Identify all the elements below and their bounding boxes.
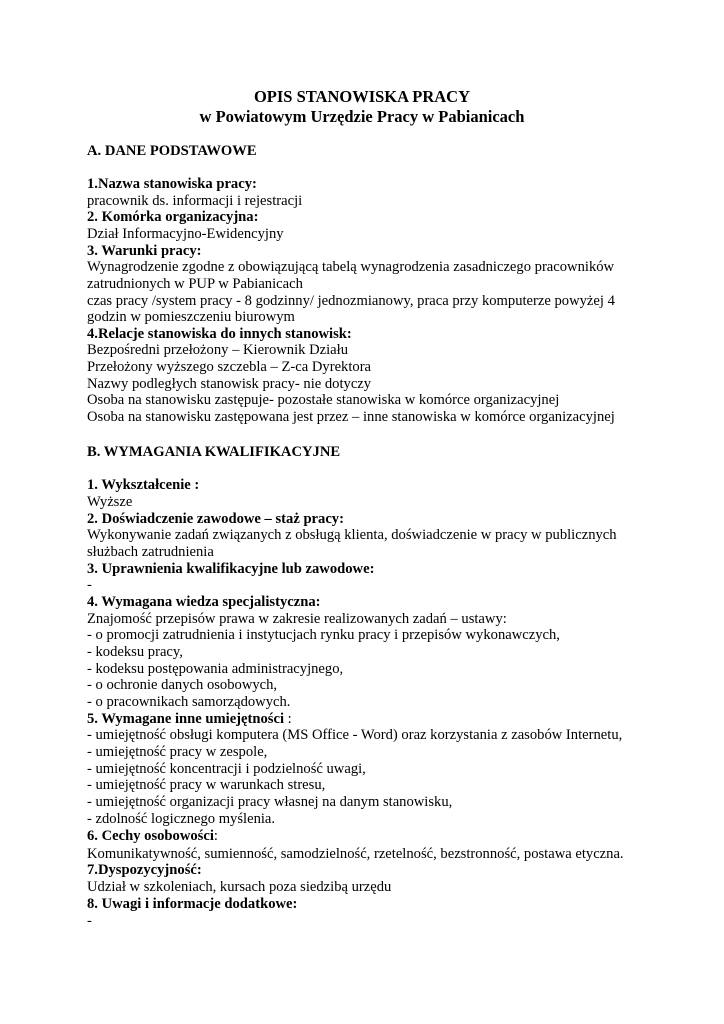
b6-label-row [87,828,218,845]
document-subtitle: w Powiatowym Urzędzie Pracy w Pabianicach [199,107,525,126]
b5-label-row [87,711,292,728]
a4-line: Nazwy podległych stanowisk pracy- nie dotyczy [87,376,372,392]
b5-colon: : [284,711,292,727]
a3-label: 3. Warunki pracy: [87,243,202,259]
b4-line: - o ochronie danych osobowych, [87,677,278,693]
b2-line: Wykonywanie zadań związanych z obsługą klienta, doświadczenie w pracy w publicznych [87,527,617,543]
a4-line: Bezpośredni przełożony – Kierownik Działu [87,342,348,358]
b6-colon: : [213,828,218,844]
document-title: OPIS STANOWISKA PRACY [253,87,471,106]
a4-line: Osoba na stanowisku zastępowana jest przez – inne stanowiska w komórce organizacyjnej [87,409,615,425]
b5-line: - umiejętność pracy w zespole, [87,744,268,760]
b6-value: Komunikatywność, sumienność, samodzielność, rzetelność, bezstronność, postawa etyczna. [87,846,624,862]
b5-line: - umiejętność obsługi komputera (MS Office - Word) oraz korzystania z zasobów Internetu, [87,727,623,743]
b5-line: - umiejętność pracy w warunkach stresu, [87,777,326,793]
b8-label: 8. Uwagi i informacje dodatkowe: [87,896,298,912]
a4-label: 4.Relacje stanowiska do innych stanowisk: [87,326,352,342]
a3-line: godzin w pomieszczeniu biurowym [87,309,295,325]
b2-label: 2. Doświadczenie zawodowe – staż pracy: [87,511,344,527]
b1-value: Wyższe [87,494,133,510]
b4-line: - o promocji zatrudnienia i instytucjach rynku pracy i przepisów wykonawczych, [87,627,560,643]
b3-label: 3. Uprawnienia kwalifikacyjne lub zawodowe: [87,561,375,577]
b8-value: - [87,913,92,929]
b7-label: 7.Dyspozycyjność: [87,862,202,878]
b4-line: Znajomość przepisów prawa w zakresie realizowanych zadań – ustawy: [87,611,507,627]
b4-line: - kodeksu pracy, [87,644,183,660]
b4-line: - kodeksu postępowania administracyjnego, [87,661,344,677]
section-a-heading: A. DANE PODSTAWOWE [87,143,257,159]
a3-line: Wynagrodzenie zgodne z obowiązującą tabelą wynagrodzenia zasadniczego pracowników [87,259,615,275]
a2-value: Dział Informacyjno-Ewidencyjny [87,226,284,242]
a4-line: Przełożony wyższego szczebla – Z-ca Dyrektora [87,359,372,375]
b1-label: 1. Wykształcenie : [87,477,200,493]
section-b-heading: B. WYMAGANIA KWALIFIKACYJNE [87,444,341,460]
a1-value: pracownik ds. informacji i rejestracji [87,193,303,209]
a4-line: Osoba na stanowisku zastępuje- pozostałe stanowiska w komórce organizacyjnej [87,392,560,408]
b3-value: - [87,577,92,593]
b5-label: 5. Wymagane inne umiejętności [87,711,285,727]
b4-label: 4. Wymagana wiedza specjalistyczna: [87,594,321,610]
b6-label: 6. Cechy osobowości [87,828,214,844]
a1-label: 1.Nazwa stanowiska pracy: [87,176,257,192]
b5-line: - umiejętność koncentracji i podzielność uwagi, [87,761,366,777]
b5-line: - zdolność logicznego myślenia. [87,811,276,827]
b2-line: służbach zatrudnienia [87,544,214,560]
a3-line: zatrudnionych w PUP w Pabianicach [87,276,303,292]
a2-label: 2. Komórka organizacyjna: [87,209,259,225]
b7-value: Udział w szkoleniach, kursach poza siedzibą urzędu [87,879,392,895]
b5-line: - umiejętność organizacji pracy własnej na danym stanowisku, [87,794,453,810]
a3-line: czas pracy /system pracy - 8 godzinny/ jednozmianowy, praca przy komputerze powyżej 4 [87,293,615,309]
b4-line: - o pracownikach samorządowych. [87,694,291,710]
